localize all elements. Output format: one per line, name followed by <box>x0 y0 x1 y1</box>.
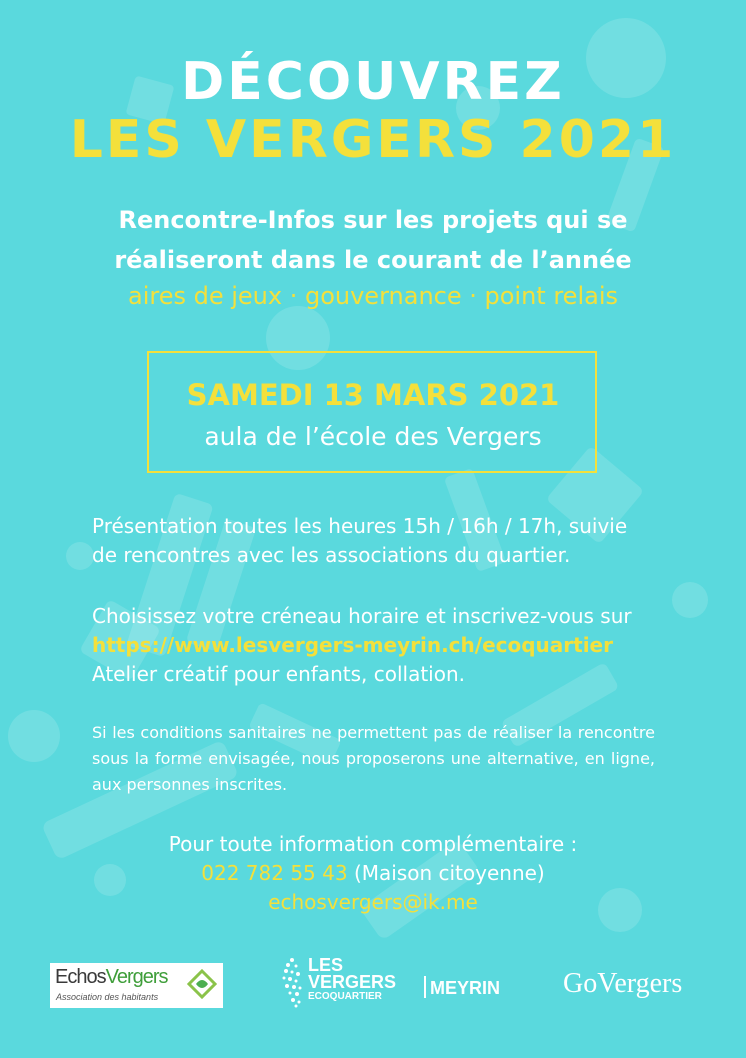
intro-line-1: Rencontre-Infos sur les projets qui se <box>118 206 628 234</box>
event-date: SAMEDI 13 MARS 2021 <box>186 378 560 412</box>
logo-meyrin: MEYRIN <box>430 978 501 998</box>
dots-cluster-icon <box>278 956 306 1008</box>
registration-link[interactable]: https://www.lesvergers-meyrin.ch/ecoquartier <box>92 633 613 657</box>
headline-discover: DÉCOUVREZ <box>181 52 565 112</box>
event-place: aula de l’école des Vergers <box>204 422 542 451</box>
govergers-logo: GoVergers <box>563 968 683 999</box>
headline-les-vergers-2021: LES VERGERS 2021 <box>69 110 677 170</box>
echos-vergers-wordmark <box>55 966 168 989</box>
schedule-line-1: Présentation toutes les heures 15h / 16h / 17h, suivie <box>92 514 628 538</box>
contact-phone-note: (Maison citoyenne) <box>353 861 545 885</box>
echos-subtitle: Association des habitants <box>56 992 159 1002</box>
registration-line-1: Choisissez votre créneau horaire et inscrivez-vous sur <box>92 604 632 628</box>
registration-paragraph <box>92 602 662 689</box>
contact-phone-row <box>0 859 746 888</box>
echos-vergers-logo <box>50 963 223 1008</box>
leaf-icon <box>187 969 217 999</box>
contact-block <box>0 830 746 917</box>
logo-vergers: VERGERS <box>308 972 397 992</box>
logo-ecoquartier: ECOQUARTIER <box>308 991 382 1002</box>
echos-text: Echos <box>55 966 106 988</box>
contact-email[interactable]: echosvergers@ik.me <box>268 890 478 914</box>
topics-line: aires de jeux · gouvernance · point relais <box>128 282 618 310</box>
schedule-paragraph <box>92 512 662 570</box>
registration-line-3: Atelier créatif pour enfants, collation. <box>92 662 465 686</box>
intro-line-2: réaliseront dans le courant de l’année <box>114 246 632 274</box>
logo-les: LES <box>308 955 344 975</box>
vergers-text: Vergers <box>105 966 168 988</box>
contact-phone[interactable]: 022 782 55 43 <box>201 861 348 885</box>
sanitary-note: Si les conditions sanitaires ne permettent pas de réaliser la rencontre sous la forme envisagée, nous proposerons une alternative, en ligne, aux personnes inscrites. <box>92 723 655 794</box>
logo-separator <box>424 976 426 998</box>
contact-heading: Pour toute information complémentaire : <box>168 832 578 856</box>
schedule-line-2: de rencontres avec les associations du quartier. <box>92 543 571 567</box>
les-vergers-meyrin-logo <box>278 954 518 1010</box>
intro-text <box>0 200 746 280</box>
